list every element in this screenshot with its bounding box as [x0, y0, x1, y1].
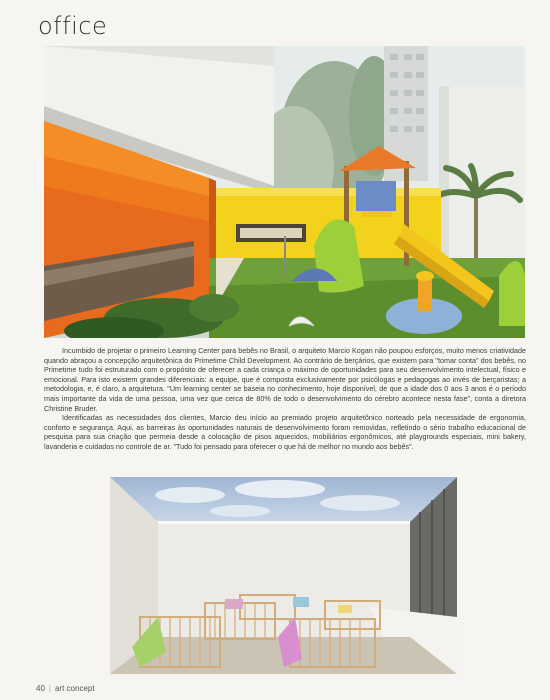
page-number: 40 [36, 684, 45, 693]
nursery-photo [110, 477, 457, 674]
footer-separator: | [48, 684, 51, 693]
playground-photo [44, 46, 525, 338]
page-footer [36, 684, 95, 693]
section-title: office [38, 12, 108, 40]
article-body [44, 346, 526, 452]
publication-name: art concept [54, 684, 95, 693]
article-paragraph-2: Identificadas as necessidades dos clientes, Marcio deu início ao premiado projeto arquitetônico norteado pela necessidade de ergonomia, conforto e segurança. Aqui, as barreiras às oportunidades naturais de desenvolvimento foram removidas, refletindo o sério trabalho educacional de pesquisa para sua criação que permeia desde a colocação de pisos aquecidos, mobiliários ergonômicos, até playgrounds especiais, mini bakery, lavanderia e cuidados no controle de ar. "Tudo foi pensado para oferecer o que há de melhor no mundo aos bebês". [44, 413, 526, 451]
article-paragraph-1: Incumbido de projetar o primeiro Learning Center para bebês no Brasil, o arquiteto Marcio Kogan não poupou esforços, muito menos criatividade quando abraçou a concepção arquitetônica do Primetime Child Development. Ao contrário de berçários, que existem para "tomar conta" dos bebês, no Primetime tudo foi estruturado com o propósito de oferecer a cada criança o máximo de oportunidades para seu desenvolvimento intelectual, físico e emocional. Para isto existem grandes diferenciais: a equipe, que é composta exclusivamente por psicólogas e pedagogas ao invés de berçaristas; a metodologia, e, é claro, a arquitetura. "Um learning center se baseia no conhecimento, hoje disponível, de que a idade dos 0 aos 3 anos é o período mais importante da vida de uma pessoa, uma vez que cerca de 80% de todo o desenvolvimento do cérebro acontece nesta fase", conta a diretora Christine Bruder. [44, 346, 526, 413]
